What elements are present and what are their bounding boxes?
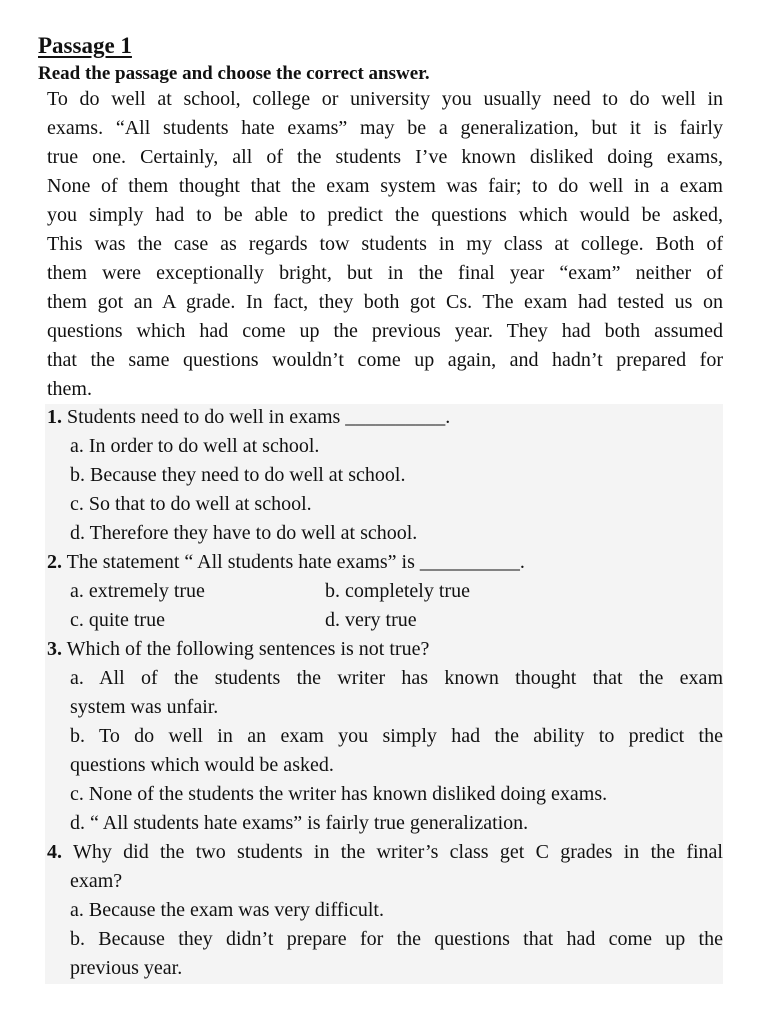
option-continuation: system was unfair. <box>70 696 219 718</box>
question-text: Students need to do well in exams <box>67 406 341 428</box>
passage-text <box>47 85 723 404</box>
passage-title: Passage 1 <box>38 33 132 58</box>
passage-line: questions which had come up the previous year. They had both assumed <box>47 320 723 342</box>
question-text: Why did the two students in the writer’s class get C grades in the final <box>72 841 723 863</box>
option[interactable]: b. To do well in an exam you simply had the ability to predict the <box>70 725 723 747</box>
option-row <box>47 577 723 606</box>
passage-line: you simply had to be able to predict the questions which would be asked, <box>47 204 723 226</box>
option[interactable]: a. All of the students the writer has known thought that the exam <box>70 667 723 689</box>
question-text: Which of the following sentences is not true? <box>66 638 430 660</box>
question-end: . <box>445 406 451 428</box>
passage-line: true one. Certainly, all of the students I’ve known disliked doing exams, <box>47 146 723 168</box>
option-continuation: questions which would be asked. <box>70 754 334 776</box>
option[interactable]: b. Because they didn’t prepare for the questions that had come up the <box>70 928 723 950</box>
question-2 <box>47 548 723 577</box>
passage-line: them. <box>47 378 92 400</box>
question-end: . <box>519 551 525 573</box>
option[interactable]: a. extremely true <box>70 580 205 602</box>
option[interactable]: b. completely true <box>325 580 470 602</box>
instruction-text: Read the passage and choose the correct answer. <box>38 63 430 84</box>
option[interactable]: c. So that to do well at school. <box>70 493 312 515</box>
option[interactable]: d. “ All students hate exams” is fairly true generalization. <box>70 812 529 834</box>
question-1 <box>47 403 723 432</box>
question-number: 3. <box>47 638 62 660</box>
option[interactable]: d. very true <box>325 609 417 631</box>
passage-line: To do well at school, college or university you usually need to do well in <box>47 88 723 110</box>
passage-line: This was the case as regards tow students in my class at college. Both of <box>47 233 723 255</box>
option[interactable]: a. Because the exam was very difficult. <box>70 899 384 921</box>
option-continuation: previous year. <box>70 957 183 979</box>
option-row <box>47 606 723 635</box>
question-number: 2. <box>47 551 62 573</box>
option[interactable]: c. None of the students the writer has known disliked doing exams. <box>70 783 608 805</box>
option[interactable]: d. Therefore they have to do well at school. <box>70 522 418 544</box>
option[interactable]: c. quite true <box>70 609 165 631</box>
questions-list <box>47 403 723 983</box>
question-continuation: exam? <box>70 870 123 892</box>
passage-line: them got an A grade. In fact, they both got Cs. The exam had tested us on <box>47 291 723 313</box>
passage-line: that the same questions wouldn’t come up again, and hadn’t prepared for <box>47 349 723 371</box>
question-number: 4. <box>47 841 62 863</box>
question-3 <box>47 635 723 664</box>
answer-blank: __________ <box>419 551 520 573</box>
passage-line: them were exceptionally bright, but in the final year “exam” neither of <box>47 262 723 284</box>
option[interactable]: a. In order to do well at school. <box>70 435 320 457</box>
answer-blank: __________ <box>345 406 446 428</box>
question-text: The statement “ All students hate exams” is <box>66 551 415 573</box>
question-number: 1. <box>47 406 62 428</box>
question-4 <box>47 838 723 867</box>
passage-line: exams. “All students hate exams” may be a generalization, but it is fairly <box>47 117 723 139</box>
option[interactable]: b. Because they need to do well at school. <box>70 464 406 486</box>
passage-line: None of them thought that the exam system was fair; to do well in a exam <box>47 175 723 197</box>
